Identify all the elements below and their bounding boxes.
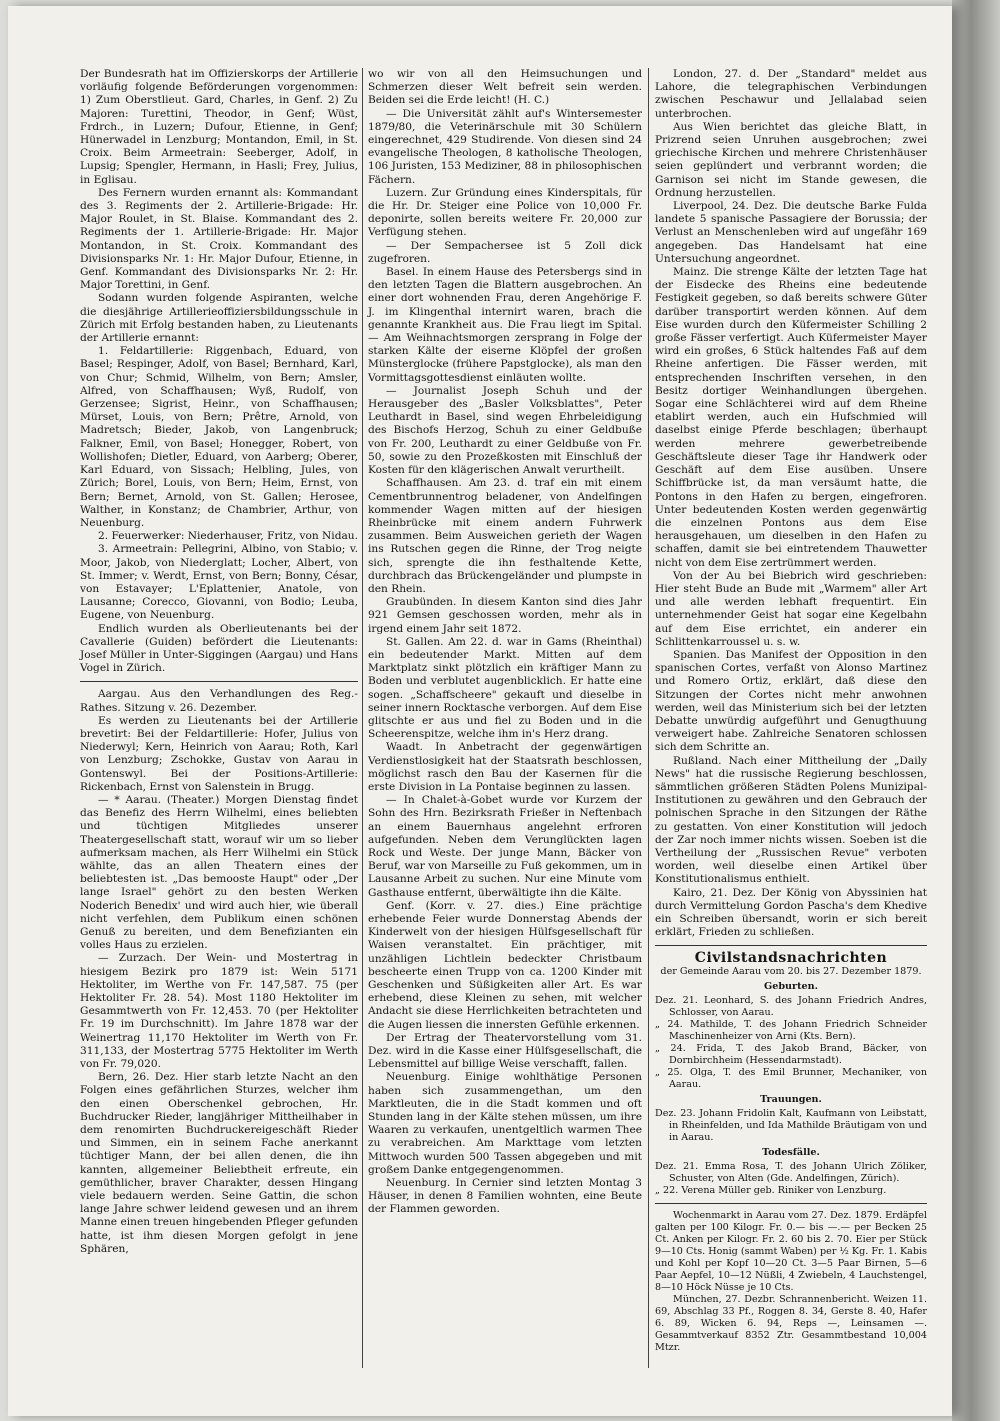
article-basel: Basel. In einem Hause des Petersbergs sind in den letzten Tagen die Blattern ausgebrochen. An einer dort wohnenden Frau, deren Angehörige F. J. im Klingenthal internirt waren, brach die genannte Krankheit aus. Die Frau liegt im Spital. — Am Weihnachtsmorgen zersprang in Folge der starken Kälte der eiserne Klöpfel der großen Münsterglocke (frühere Papstglocke), als man den Vormittagsgottesdienst einläuten wollte. [368,266,642,384]
death-entry: „ 22. Verena Müller geb. Riniker von Lenzburg. [655,1185,887,1197]
birth-entry: „ 24. Frida, T. des Jakob Brand, Bäcker, von Dornbirchheim (Hessendarmstadt). [655,1042,927,1066]
divider [655,1203,927,1204]
article-basel-journalist: — Journalist Joseph Schuh und der Herausgeber des „Basler Volksblattes", Peter Leuthardt in Basel, sind wegen Ehrbeleidigung des Bischofs Herzog, Schuh zu einer Geldbuße von Fr. 200, Leuthardt zu einer Geldbuße von Fr. 50, sowie zu den Prozeßkosten mit Einschluß der Kosten für den klägerischen Anwalt verurtheilt. [368,384,642,477]
article-russland: Rußland. Nach einer Mittheilung der „Daily News" hat die russische Regierung beschlossen, sämmtlichen größeren Städten Polens Munizipal-Institutionen zu gewähren und den Gebrauch der polnischen Sprache in den Sitzungen der Räthe zu gestatten. Von einer Konstitution will jedoch der Zar noch immer nichts wissen. Soeben ist die Vertheilung der „Russischen Revue" verboten worden, weil dieselbe einen Artikel über Konstitutionalismus enthielt. [655,754,927,886]
article-liverpool: Liverpool, 24. Dez. Die deutsche Barke Fulda landete 5 spanische Passagiere der Borussia; der Verlust an Menschenleben wird auf ungefähr 169 angegeben. Das Handelsamt hat eine Untersuchung angeordnet. [655,200,927,265]
article-bern-cont: wo wir von all den Heimsuchungen und Schmerzen dieser Welt befreit sein werden. Beiden sei die Erde leicht! (H. C.) [368,68,642,107]
article-schaffhausen: Schaffhausen. Am 23. d. traf ein mit einem Cementbrunnentrog beladener, von Andelfingen kommender Wagen mitten auf der hiesigen Rheinbrücke mit einem andern Fuhrwerk zusammen. Beim Ausweichen gerieth der Wagen ins Rutschen gegen die Rinne, der Trog neigte sich, sprengte die ihn festhaltende Kette, durchbrach das Brückengeländer und plumpste in den Rhein. [368,477,642,595]
article-wien: Aus Wien berichtet das gleiche Blatt, in Prizrend seien Unruhen ausgebrochen; zwei griechische Kirchen und mehrere Christenhäuser seien geplündert und verbrannt worden; die Garnison sei nicht im Stande gewesen, die Ordnung herzustellen. [655,120,927,199]
article-ernennungen: Des Fernern wurden ernannt als: Kommandant des 3. Regiments der 2. Artillerie-Brigade: Hr. Major Roulet, in St. Blaise. Kommandant des 2. Regiments der 1. Artillerie-Brigade: Hr. Major Montandon, in St. Croix. Kommandant des Divisionsparks Nr. 1: Hr. Major Dufour, Etienne, in Genf. Kommandant des Divisionsparks Nr. 2: Hr. Major Torettini, in Genf. [80,186,358,292]
civil-registry-subtitle: der Gemeinde Aarau vom 20. bis 27. Dezember 1879. [660,965,922,977]
article-bern: Bern, 26. Dez. Hier starb letzte Nacht an den Folgen eines gefährlichen Sturzes, welcher ihm den einen Oberschenkel gebrochen, Hr. Buchdrucker Rieder, langjähriger Mittheilhaber in dem renomirten Buchdruckereigeschäft Rieder und Simmen, ein in seinem Fache anerkannt tüchtiger Mann, der bei allen denen, die ihn kannten, allgemeiner Beliebtheit erfreute, ein gemüthlicher, braver Charakter, dessen Hingang viele bedauern werden. Seine Gattin, die schon lange Jahre schwer leidend gewesen und an ihrem Manne einen treuen hingebenden Pfleger gefunden hatte, ist ihm diesen Morgen gefolgt in jene Sphären, [80,1071,358,1255]
page-edge-shadow [952,0,1000,1421]
article-london: London, 27. d. Der „Standard" meldet aus Lahore, die telegraphischen Verbindungen zwischen Peschawur und Jellalabad seien unterbrochen. [655,68,927,120]
list-feuerwerker: 2. Feuerwerker: Niederhauser, Fritz, von Nidau. [98,530,358,543]
birth-entry: „ 25. Olga, T. des Emil Brunner, Mechaniker, von Aarau. [655,1066,927,1090]
article-kairo: Kairo, 21. Dez. Der König von Abyssinien hat durch Vermittelung Gordon Pascha's dem Khedive ein Schreiben übersandt, worin er sich bereit erklärt, Frieden zu schließen. [655,886,927,939]
article-aarau-theater: — * Aarau. (Theater.) Morgen Dienstag findet das Benefiz des Herrn Wilhelmi, eines beliebten und tüchtigen Mitgliedes unserer Theatergesellschaft statt, worauf wir um so lieber aufmerksam machen, als Herr Wilhelmi ein Stück wählte, das an allen Theatern eines der beliebtesten ist. „Das bemooste Haupt" oder „Der lange Israel" gehört zu den besten Werken Noderich Benedix' und wird auch hier, wie überall nicht verfehlen, dem Publikum einen schönen Genuß zu bereiten, und dem Benefizianten ein volles Haus zu erzielen. [80,793,358,952]
article-sempachersee: — Der Sempachersee ist 5 Zoll dick zugefroren. [368,239,642,265]
article-aargau-artillerie: Es werden zu Lieutenants bei der Artillerie brevetirt: Bei der Feldartillerie: Hofer, Julius von Niederwyl; Kern, Heinrich von Aarau; Roth, Karl von Lenzburg; Zschokke, Gustav von Aarau in Gontenswyl. Bei der Positions-Artillerie: Rickenbach, Ernst von Salenstein in Brugg. [80,714,358,793]
heading-aargau: Aargau. Aus den Verhandlungen des Reg.-Rathes. Sitzung v. 26. Dezember. [80,688,358,714]
article-bundesrath: Der Bundesrath hat im Offizierskorps der Artillerie vorläufig folgende Beförderungen vorgenommen: 1) Zum Oberstlieut. Gard, Charles, in Genf. 2) Zu Majoren: Turettini, Theodor, in Genf; Wüst, Frdrch., in Luzern; Dufour, Etienne, in Genf; Hünerwadel in Lenzburg; Montandon, Emil, in St. Croix. Beim Armeetrain: Seeberger, Adolf, in Lupsig; Spengler, Hermann, in Hasli; Frey, Julius, in Eglisau. [80,68,358,186]
article-mainz: Mainz. Die strenge Kälte der letzten Tage hat der Eisdecke des Rheins eine bedeutende Festigkeit gegeben, so daß bereits schwere Güter darüber transportirt werden können. Auf dem Eise wurden durch den Küfermeister Schilling 2 große Fässer verfertigt. Auch Küfermeister Mayer wird ein großes, 6 Stück haltendes Faß auf dem Rheine anfertigen. Die Fässer werden, mit entsprechenden Inschriften versehen, in den Besitz dortiger Weinhandlungen übergehen. Sogar eine Schlächterei wird auf dem Rheine etablirt werden, auch ein Hufschmied will daselbst einige Pferde beschlagen; überhaupt werden mehrere gewerbetreibende Geschäftsleute dieser Tage ihr Handwerk oder Geschäft auf dem Eise ausüben. Unsere Schiffbrücke ist, da man versäumt hatte, die Pontons in den Hafen zu bergen, eingefroren. Unter bedeutenden Kosten werden gegenwärtig die einzelnen Pontons aus dem Eise herausgehauen, um dieselben in den Hafen zu schaffen, damit sie bei eintretendem Thauwetter nicht von dem Eise zertrümmert werden. [655,266,927,569]
article-luzern: Luzern. Zur Gründung eines Kinderspitals, für die Hr. Dr. Steiger eine Police von 10,000 Fr. deponirte, sollen bereits weitere Fr. 20,000 zur Verfügung stehen. [368,186,642,239]
article-spanien: Spanien. Das Manifest der Opposition in den spanischen Cortes, verfaßt von Alonso Martinez und Romero Ortiz, erklärt, daß diese den Sitzungen der Cortes nicht mehr anwohnen werden, weil das Ministerium sich bei der letzten Debatte unwürdig aufgeführt und Genugthuung verweigert habe. Zahlreiche Senatoren schlossen sich dem Schritte an. [655,648,927,754]
marriage-entry: Dez. 23. Johann Fridolin Kalt, Kaufmann von Leibstatt, in Rheinfelden, und Ida Mathilde Bräutigam von und in Aarau. [655,1108,927,1144]
article-zurzach: — Zurzach. Der Wein- und Mostertrag in hiesigem Bezirk pro 1879 ist: Wein 5171 Hektoliter, im Werthe von Fr. 147,587. 75 (per Hektoliter Fr. 28. 54). Most 1180 Hektoliter im Gesammtwerth von Fr. 12,453. 70 (per Hektoliter Fr. 19 im Durchschnitt). Im Jahre 1878 war der Weinertrag 11,170 Hektoliter im Werth von Fr. 311,133, der Mostertrag 5775 Hektoliter im Werth von Fr. 79,020. [80,952,358,1071]
birth-entry: „ 24. Mathilde, T. des Johann Friedrich Schneider Maschinenheizer von Arni (Kts. Bern). [655,1018,927,1042]
divider [655,945,927,946]
article-chalet-a-gobet: — In Chalet-à-Gobet wurde vor Kurzem der Sohn des Hrn. Bezirksrath Frießer in Neftenbach an einem Bauernhaus angelehnt erfroren aufgefunden. Neben dem Verunglückten lagen Rock und Weste. Der junge Mann, Bäcker von Beruf, war von Marseille zu Fuß gekommen, um in Lausanne Arbeit zu suchen. Nur eine Minute vom Gasthause entfernt, überwältigte ihn die Kälte. [368,794,642,899]
death-entry: Dez. 21. Emma Rosa, T. des Johann Ulrich Zöliker, Schuster, von Alten (Gde. Andelfingen, Zürich). [655,1161,927,1185]
births-label: Geburten. [764,980,818,992]
column-rule-2 [648,68,649,1368]
marriages-label: Trauungen. [760,1093,822,1105]
article-st-gallen: St. Gallen. Am 22. d. war in Gams (Rheinthal) ein bedeutender Markt. Mitten auf dem Marktplatz sinkt plötzlich ein kräftiger Mann zu Boden und verblutet augenblicklich. Er hatte eine sogen. „Schaffscheere" gekauft und dieselbe in seiner innern Rocktasche verborgen. Auf dem Eise glitschte er aus und fiel zu Boden und in die Scheerenspitze, welche ihm in's Herz drang. [368,635,642,741]
article-neuenburg-markt: Neuenburg. Einige wohlthätige Personen haben sich zusammengethan, um den Marktleuten, die in die Stadt kommen und oft Stunden lang in der Kälte stehen müssen, um ihre Waaren zu verkaufen, unentgeltlich warmen Thee zu verabreichen. Am Markttage vom letzten Mittwoch wurden 500 Tassen abgegeben und mit großem Danke entgegengenommen. [368,1071,642,1176]
divider [80,681,358,682]
deaths-label: Todesfälle. [762,1147,820,1159]
article-genf-theater: Der Ertrag der Theatervorstellung vom 31. Dez. wird in die Kasse einer Hülfsgesellschaft, die Lebensmittel auf billige Weise verschafft, fallen. [368,1031,642,1071]
article-oberlieutenants: Endlich wurden als Oberlieutenants bei der Cavallerie (Guiden) befördert die Lieutenants: Josef Müller in Unter-Siggingen (Aargau) und Hans Vogel in Zürich. [80,622,358,675]
article-neuenburg-cernier: Neuenburg. In Cernier sind letzten Montag 3 Häuser, in denen 8 Familien wohnten, eine Beute der Flammen geworden. [368,1177,642,1216]
column-1 [80,68,358,1256]
article-aspiranten: Sodann wurden folgende Aspiranten, welche die diesjährige Artillerieoffiziersbildungsschule in Zürich mit Erfolg bestanden haben, zu Lieutenants der Artillerie ernannt: [80,292,358,345]
market-report-muenchen: München, 27. Dezbr. Schrannenbericht. Weizen 11. 69, Abschlag 33 Pf., Roggen 8. 34, Gerste 8. 40, Hafer 6. 89, Wicken 6. 94, Reps —, Leinsamen —. Gesammtverkauf 8352 Ztr. Gesammtbestand 10,004 Mtzr. [655,1294,927,1354]
article-biebrich: Von der Au bei Biebrich wird geschrieben: Hier steht Bude an Bude mit „Warmem" aller Art und alle werden lebhaft frequentirt. Ein unternehmender Geist hat sogar eine Kegelbahn auf dem Eise errichtet, ein anderer ein Schlittenkarroussel u. s. w. [655,569,927,648]
list-armeetrain: 3. Armeetrain: Pellegrini, Albino, von Stabio; v. Moor, Jakob, von Niederglatt; Locher, Albert, von St. Immer; v. Werdt, Ernst, von Bern; Bonny, César, von Estavayer; L'Eplattenier, Anatole, von Lausanne; Corecco, Giovanni, von Bodio; Leuba, Eugene, von Neuenburg. [80,543,358,622]
list-feldartillerie: 1. Feldartillerie: Riggenbach, Eduard, von Basel; Respinger, Adolf, von Basel; Bernhard, Karl, von Chur; Schmid, Wilhelm, von Bern; Amsler, Alfred, von Schaffhausen; Wyß, Rudolf, von Gerzensee; Sigrist, Heinr., von Schaffhausen; Mürset, Louis, von Bern; Prêtre, Arnold, von Madretsch; Bieder, Jakob, von Langenbruck; Falkner, Emil, von Basel; Honegger, Robert, von Wollishofen; Dietler, Eduard, von Aarberg; Oberer, Karl Eduard, von Sissach; Helbling, Jules, von Zürich; Borel, Louis, von Bern; Heim, Ernst, von Bern; Bernet, Arnold, von St. Gallen; Herosee, Walther, in Konstanz; de Chambrier, Arthur, von Neuenburg. [80,345,358,529]
column-3 [655,68,927,1354]
column-2 [368,68,642,1217]
article-universitaet: — Die Universität zählt auf's Wintersemester 1879/80, die Veterinärschule mit 30 Schülern eingerechnet, 429 Studirende. Von diesen sind 24 evangelische Theologen, 8 katholische Theologen, 106 Juristen, 153 Mediziner, 88 in philosophischen Fächern. [368,107,642,186]
civil-registry-title: Civilstandsnachrichten [694,950,888,967]
market-report-aarau: Wochenmarkt in Aarau vom 27. Dez. 1879. Erdäpfel galten per 100 Kilogr. Fr. 0.— bis —.— per Becken 25 Ct. Anken per Kilogr. Fr. 2. 60 bis 2. 70. Eier per Stück 9—10 Cts. Honig (sammt Waben) per ½ Kg. Fr. 1. Kabis und Kohl per Kopf 10—20 Ct. 3—5 Paar Birnen, 5—6 Paar Aepfel, 10—12 Nüßli, 4 Zwiebeln, 4 Lauchstengel, 8—10 Höck Nüsse je 10 Cts. [655,1210,927,1294]
birth-entry: Dez. 21. Leonhard, S. des Johann Friedrich Andres, Schlosser, von Aarau. [655,994,927,1018]
article-genf: Genf. (Korr. v. 27. dies.) Eine prächtige erhebende Feier wurde Donnerstag Abends der Kinderwelt von der hiesigen Hülfsgesellschaft für Waisen veranstaltet. Ein prächtiger, mit unzähligen Lichtlein bedeckter Christbaum bescheerte einen Trupp von ca. 1200 Kinder mit Geschenken und Süßigkeiten aller Art. Es war erhebend, diese Kleinen zu sehen, mit welcher Andacht sie diese Herrlichkeiten betrachteten und die Augen liessen die innersten Gefühle erkennen. [368,899,642,1031]
column-rule-1 [362,68,363,1368]
article-graubuenden: Graubünden. In diesem Kanton sind dies Jahr 921 Gemsen geschossen worden, mehr als in irgend einem Jahr seit 1872. [368,596,642,635]
article-waadt: Waadt. In Anbetracht der gegenwärtigen Verdienstlosigkeit hat der Staatsrath beschlossen, möglichst rasch den Bau der Kasernen für die erste Division in La Pontaise beginnen zu lassen. [368,741,642,793]
